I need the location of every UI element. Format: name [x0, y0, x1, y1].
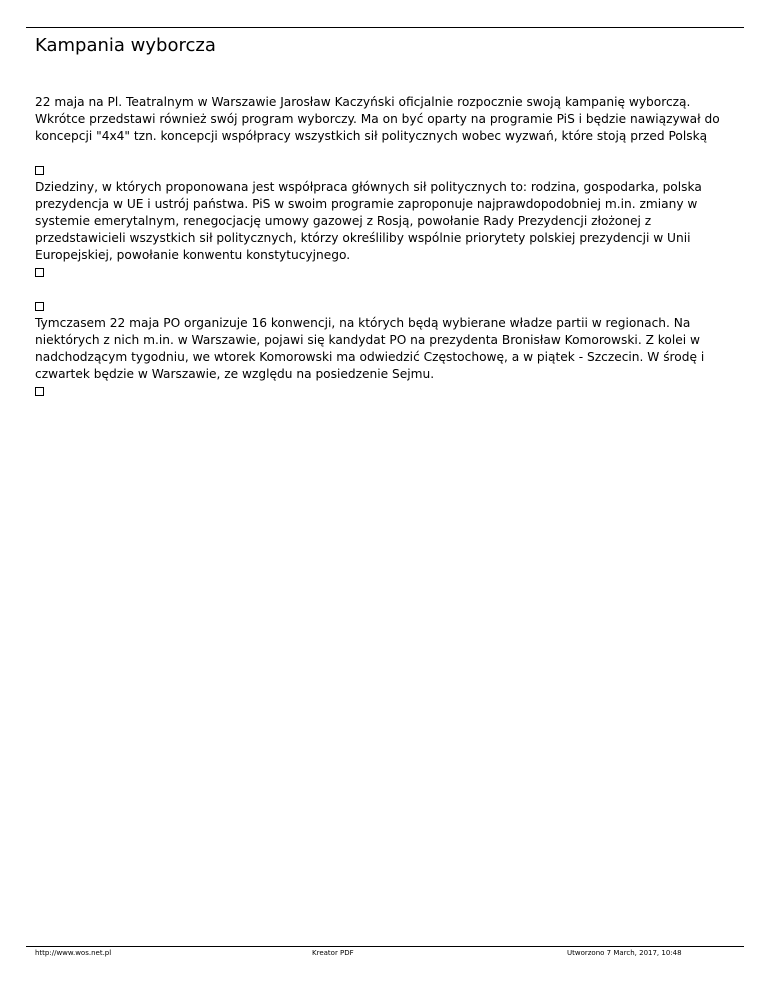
article-paragraph: 22 maja na Pl. Teatralnym w Warszawie Jarosław Kaczyński oficjalnie rozpocznie swoją kampanię wyborczą. Wkrótce przedstawi również swój program wyborczy. Ma on być oparty na programie PiS i będzie nawiązywał do koncepcji "4x4" tzn. koncepcji współpracy wszystkich sił politycznych wobec wyzwań, które stoją przed Polską	[35, 95, 720, 143]
article-body	[35, 94, 735, 400]
missing-image-icon	[35, 387, 44, 396]
footer-rule	[26, 946, 744, 947]
placeholder-box-line	[35, 298, 735, 315]
placeholder-box-line	[35, 383, 735, 400]
missing-image-icon	[35, 268, 44, 277]
header-rule	[26, 27, 744, 28]
missing-image-icon	[35, 166, 44, 175]
placeholder-box-line	[35, 264, 735, 281]
footer-created-timestamp: Utworzono 7 March, 2017, 10:48	[567, 949, 682, 957]
article-paragraph: Tymczasem 22 maja PO organizuje 16 konwencji, na których będą wybierane władze partii w regionach. Na niektórych z nich m.in. w Warszawie, pojawi się kandydat PO na prezydenta Bronisław Komorowski. Z kolei w nadchodzącym tygodniu, we wtorek Komorowski ma odwiedzić Częstochowę, a w piątek - Szczecin. W środę i czwartek będzie w Warszawie, ze względu na posiedzenie Sejmu.	[35, 316, 705, 381]
footer-url: http://www.wos.net.pl	[35, 949, 112, 957]
page-title: Kampania wyborcza	[35, 35, 216, 56]
article-paragraph: Dziedziny, w których proponowana jest współpraca głównych sił politycznych to: rodzina, gospodarka, polska prezydencja w UE i ustrój państwa. PiS w swoim programie zaproponuje najprawdopodobniej m.in. zmiany w systemie emerytalnym, renegocjację umowy gazowej z Rosją, powołanie Rady Prezydencji złożonej z przedstawicieli wszystkich sił politycznych, którzy określiliby wspólnie priorytety polskiej prezydencji w Unii Europejskiej, powołanie konwentu konstytucyjnego.	[35, 180, 702, 262]
footer-creator: Kreator PDF	[312, 949, 354, 957]
placeholder-box-line	[35, 162, 735, 179]
missing-image-icon	[35, 302, 44, 311]
